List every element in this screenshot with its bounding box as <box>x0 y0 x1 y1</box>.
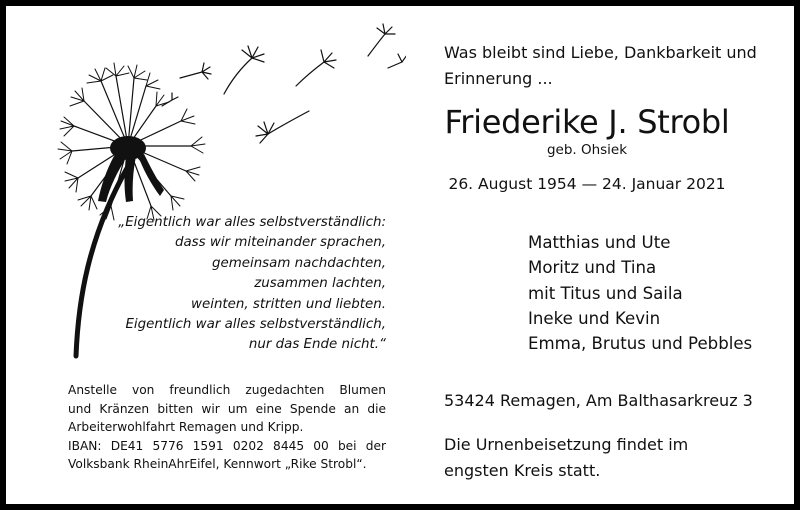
burial-note <box>444 432 688 484</box>
mourners-list <box>528 230 752 356</box>
life-dates: 26. August 1954 — 24. Januar 2021 <box>448 175 726 193</box>
donation-line: IBAN: DE41 5776 1591 0202 8445 00 bei der <box>68 438 386 453</box>
mourner-entry: Matthias und Ute <box>528 233 671 252</box>
intro-line: Was bleibt sind Liebe, Dankbarkeit und <box>444 43 757 62</box>
quote-line: zusammen lachten, <box>254 276 386 292</box>
memorial-quote <box>111 213 386 356</box>
quote-line: „Eigentlich war alles selbstverständlich: <box>118 215 386 230</box>
mourner-entry: Emma, Brutus und Pebbles <box>528 334 753 354</box>
quote-line: nur das Ende nicht.“ <box>248 337 386 353</box>
mourner-entry: mit Titus und Saila <box>528 283 683 303</box>
quote-line: gemeinsam nachdachten, <box>211 255 386 271</box>
donation-request <box>68 381 386 474</box>
mourner-entry: Moritz und Tina <box>528 258 657 278</box>
donation-line: und Kränzen bitten wir um eine Spende an die <box>68 401 386 416</box>
birth-name: geb. Ohsiek <box>546 142 628 158</box>
donation-line: Arbeiterwohlfahrt Remagen und Kripp. <box>68 420 304 434</box>
intro-text <box>444 40 784 92</box>
obituary-notice <box>6 6 794 504</box>
quote-line: weinten, stritten und liebten. <box>191 296 386 312</box>
burial-line: Die Urnenbeisetzung findet im <box>444 435 689 454</box>
burial-line: engsten Kreis statt. <box>444 461 601 480</box>
donation-line: Anstelle von freundlich zugedachten Blumen <box>68 383 386 397</box>
quote-line: dass wir miteinander sprachen, <box>174 235 386 251</box>
quote-line: Eigentlich war alles selbstverständlich, <box>125 317 386 333</box>
family-address: 53424 Remagen, Am Balthasarkreuz 3 <box>444 391 753 410</box>
donation-line: Volksbank RheinAhrEifel, Kennwort „Rike Strobl“. <box>68 457 367 471</box>
mourner-entry: Ineke und Kevin <box>528 308 661 328</box>
intro-line: Erinnerung ... <box>444 69 553 88</box>
deceased-name: Friederike J. Strobl <box>444 103 730 141</box>
